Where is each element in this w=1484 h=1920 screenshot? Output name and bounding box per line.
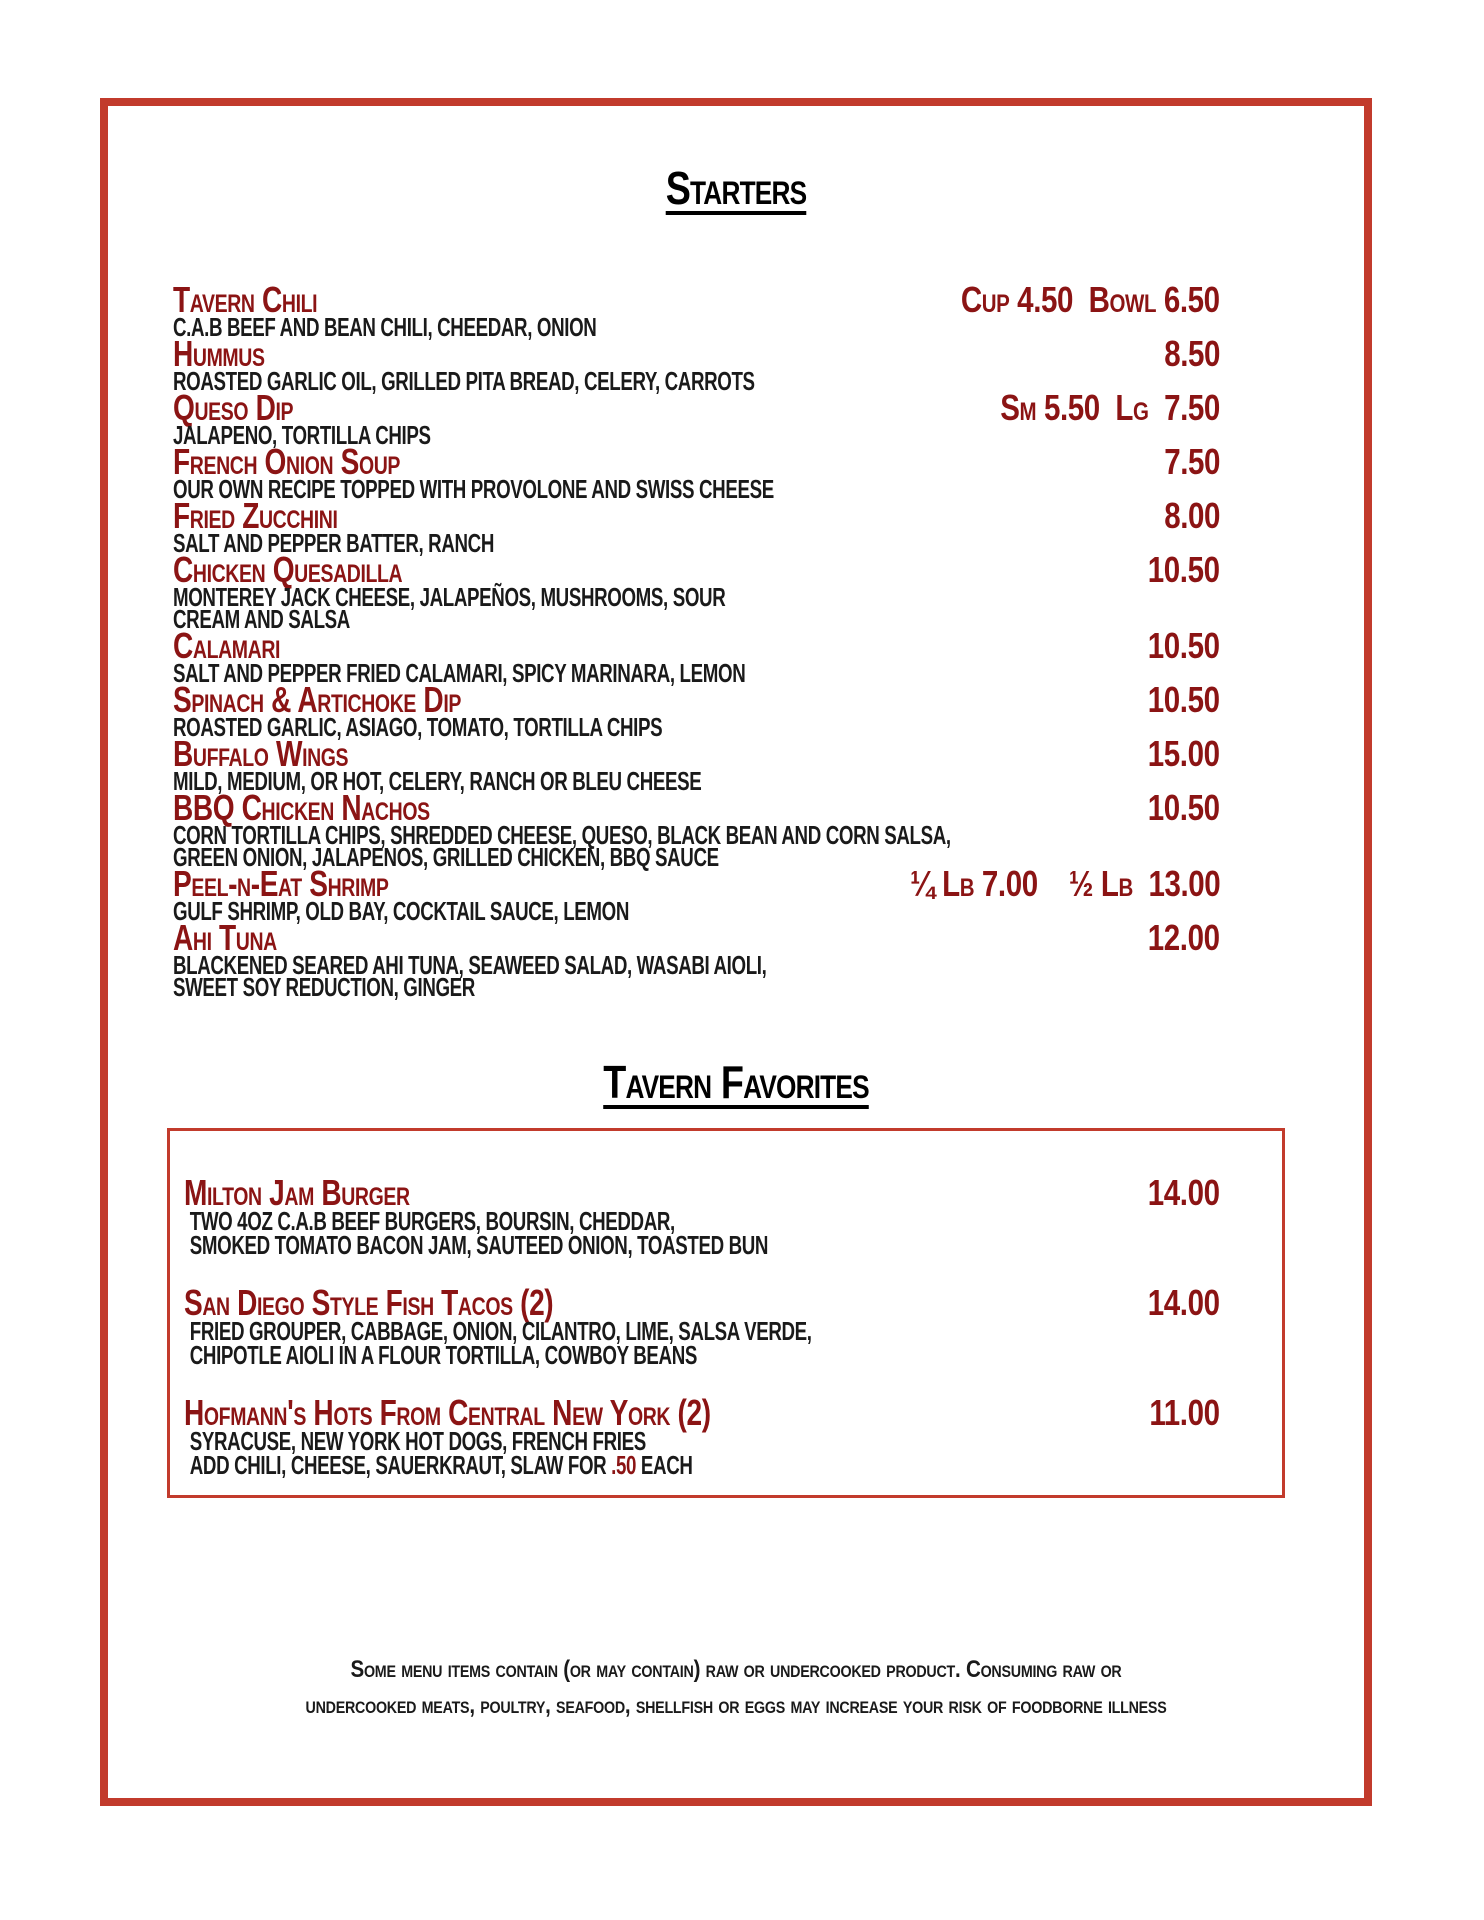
- item-description: MILD, MEDIUM, OR HOT, CELERY, RANCH OR BLEU CHEESE: [173, 766, 702, 796]
- section-title-tavern-favorites: Tavern Favorites: [603, 1056, 869, 1108]
- menu-item-peel-n-eat-shrimp: [173, 863, 1220, 926]
- item-description: ROASTED GARLIC, ASIAGO, TOMATO, TORTILLA CHIPS: [173, 712, 663, 742]
- item-price: 11.00: [1149, 1392, 1220, 1433]
- item-price: 14.00: [1148, 1172, 1220, 1213]
- section-title-starters: Starters: [665, 162, 807, 214]
- item-name: Queso Dip: [173, 387, 294, 428]
- item-description: CREAM AND SALSA: [173, 604, 350, 634]
- item-price: Sm 5.50 Lg 7.50: [1000, 387, 1220, 428]
- add-ons-text: EACH: [636, 1450, 693, 1480]
- item-name: French Onion Soup: [173, 441, 401, 482]
- menu-item-french-onion-soup: [173, 441, 1220, 504]
- item-description: GREEN ONION, JALAPENOS, GRILLED CHICKEN, BBQ SAUCE: [173, 842, 719, 872]
- item-description: MONTEREY JACK CHEESE, JALAPEÑOS, MUSHROOMS, SOUR: [173, 582, 726, 612]
- item-name: Peel-n-Eat Shrimp: [173, 863, 389, 904]
- menu-item-fried-zucchini: [173, 495, 1220, 558]
- menu-item-queso-dip: [173, 387, 1220, 450]
- menu-item-bbq-chicken-nachos: [173, 787, 1220, 872]
- item-name: Calamari: [173, 625, 281, 666]
- item-price: 8.50: [1164, 333, 1220, 374]
- menu-item-milton-jam-burger: [184, 1172, 1220, 1260]
- item-description: ROASTED GARLIC OIL, GRILLED PITA BREAD, CELERY, CARROTS: [173, 366, 755, 396]
- item-price: 12.00: [1148, 917, 1220, 958]
- item-description: TWO 4OZ C.A.B BEEF BURGERS, BOURSIN, CHEDDAR,: [189, 1206, 675, 1236]
- item-description: JALAPENO, TORTILLA CHIPS: [173, 420, 431, 450]
- item-description: SMOKED TOMATO BACON JAM, SAUTEED ONION, TOASTED BUN: [189, 1230, 769, 1260]
- starters-section: [108, 279, 1364, 1002]
- item-name: Buffalo Wings: [173, 733, 349, 774]
- disclaimer-line-2: undercooked meats, poultry, seafood, shellfish or eggs may increase your risk of foodborne illness: [305, 1692, 1167, 1719]
- menu-item-ahi-tuna: [173, 917, 1220, 1002]
- menu-page-border: [100, 98, 1372, 1806]
- allergy-disclaimer: [208, 1652, 1263, 1724]
- item-name: Hummus: [173, 333, 265, 374]
- item-description: CORN TORTILLA CHIPS, SHREDDED CHEESE, QUESO, BLACK BEAN AND CORN SALSA,: [173, 820, 951, 850]
- item-description: SWEET SOY REDUCTION, GINGER: [173, 972, 475, 1002]
- item-price: 8.00: [1164, 495, 1220, 536]
- menu-item-hummus: [173, 333, 1220, 396]
- menu-item-tavern-chili: [173, 279, 1220, 342]
- item-price: ¼ Lb 7.00 ½ Lb 13.00: [909, 863, 1220, 904]
- item-name: San Diego Style Fish Tacos (2): [184, 1282, 554, 1323]
- item-description: SYRACUSE, NEW YORK HOT DOGS, FRENCH FRIES: [189, 1426, 646, 1456]
- item-price: 7.50: [1164, 441, 1220, 482]
- menu-item-san-diego-fish-tacos: [184, 1282, 1220, 1370]
- item-price: 10.50: [1148, 679, 1220, 720]
- item-description: BLACKENED SEARED AHI TUNA, SEAWEED SALAD, WASABI AIOLI,: [173, 950, 767, 980]
- disclaimer-line-1: Some menu items contain (or may contain) raw or undercooked product. Consuming raw or: [350, 1656, 1122, 1683]
- add-ons-text: ADD CHILI, CHEESE, SAUERKRAUT, SLAW FOR: [189, 1450, 612, 1480]
- menu-item-chicken-quesadilla: [173, 549, 1220, 634]
- item-price: 14.00: [1148, 1282, 1220, 1323]
- item-description: GULF SHRIMP, OLD BAY, COCKTAIL SAUCE, LEMON: [173, 896, 630, 926]
- item-price: 10.50: [1148, 549, 1220, 590]
- menu-item-hofmanns-hots: [184, 1392, 1220, 1480]
- menu-item-buffalo-wings: [173, 733, 1220, 796]
- item-name: Fried Zucchini: [173, 495, 338, 536]
- item-name: Spinach & Artichoke Dip: [173, 679, 461, 720]
- item-name: Chicken Quesadilla: [173, 549, 403, 590]
- menu-item-spinach-artichoke-dip: [173, 679, 1220, 742]
- item-price: 10.50: [1148, 787, 1220, 828]
- item-description: SALT AND PEPPER BATTER, RANCH: [173, 528, 494, 558]
- item-name: Ahi Tuna: [173, 917, 277, 958]
- item-price: 15.00: [1148, 733, 1220, 774]
- item-description: FRIED GROUPER, CABBAGE, ONION, CILANTRO, LIME, SALSA VERDE,: [189, 1316, 812, 1346]
- item-name: Tavern Chili: [173, 279, 318, 320]
- add-ons-price: .50: [611, 1450, 637, 1480]
- item-name: BBQ Chicken Nachos: [173, 787, 430, 828]
- item-name: Hofmann's Hots From Central New York (2): [184, 1392, 711, 1433]
- item-price: Cup 4.50 Bowl 6.50: [961, 279, 1220, 320]
- item-description: OUR OWN RECIPE TOPPED WITH PROVOLONE AND SWISS CHEESE: [173, 474, 774, 504]
- item-description: CHIPOTLE AIOLI IN A FLOUR TORTILLA, COWBOY BEANS: [189, 1340, 697, 1370]
- tavern-favorites-box: [167, 1128, 1285, 1498]
- item-name: Milton Jam Burger: [184, 1172, 410, 1213]
- item-price: 10.50: [1148, 625, 1220, 666]
- menu-item-calamari: [173, 625, 1220, 688]
- item-description: SALT AND PEPPER FRIED CALAMARI, SPICY MARINARA, LEMON: [173, 658, 746, 688]
- item-description: C.A.B BEEF AND BEAN CHILI, CHEEDAR, ONION: [173, 312, 597, 342]
- item-description-add-ons: [184, 1450, 930, 1480]
